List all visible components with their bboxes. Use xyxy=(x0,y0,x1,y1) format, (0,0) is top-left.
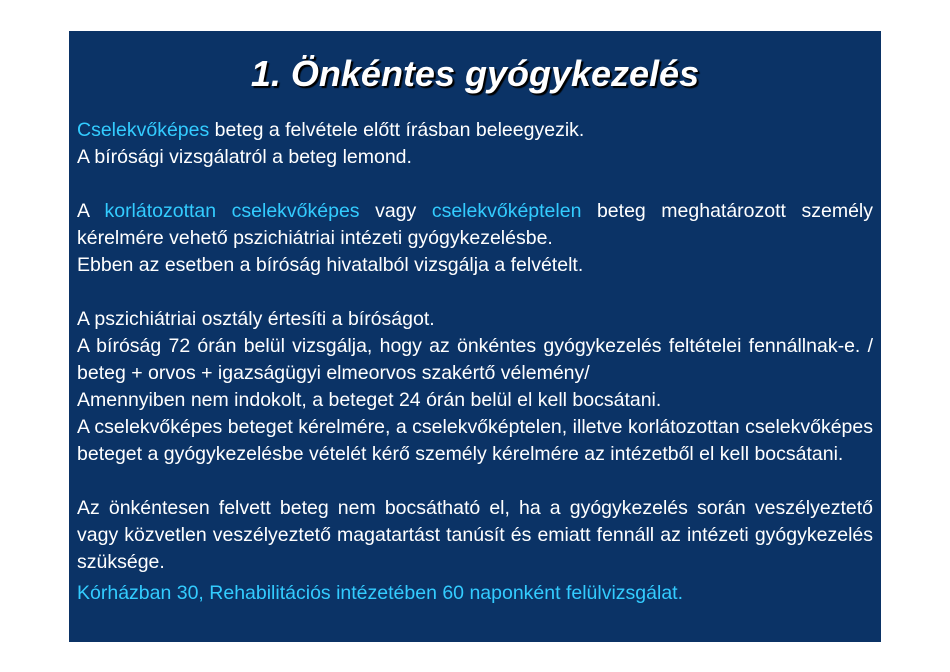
spacer xyxy=(77,468,873,495)
highlight-limited-competent: korlátozottan cselekvőképes xyxy=(104,200,360,222)
text-segment: vagy xyxy=(359,200,432,222)
paragraph-notify-court: A pszichiátriai osztály értesíti a bíróságot. xyxy=(77,308,435,330)
slide xyxy=(69,31,881,642)
text-segment: beteg meghatározott személy kérelmére vehető pszichiátriai intézeti gyógykezelésbe. xyxy=(77,200,873,249)
paragraph-consent xyxy=(77,117,873,144)
slide-title: 1. Önkéntes gyógykezelés xyxy=(250,53,700,94)
spacer xyxy=(77,171,873,198)
slide-body xyxy=(77,117,873,607)
text-segment: A xyxy=(77,200,105,222)
spacer xyxy=(77,279,873,306)
paragraph-24-hours: Amennyiben nem indokolt, a beteget 24 órán belül el kell bocsátani. xyxy=(77,389,662,411)
paragraph-72-hours: A bíróság 72 órán belül vizsgálja, hogy az önkéntes gyógykezelés feltételei fennállnak-e. / beteg + orvos + igazságügyi elmeorvos szakértő vélemény/ xyxy=(77,335,873,384)
paragraph-court-exam: Ebben az esetben a bíróság hivatalból vizsgálja a felvételt. xyxy=(77,254,584,276)
highlight-competent: Cselekvőképes xyxy=(77,119,210,141)
paragraph-discharge: A cselekvőképes beteget kérelmére, a cselekvőképtelen, illetve korlátozottan cselekvőképes beteget a gyógykezelésbe vételét kérő személy kérelmére az intézetből el kell bocsátani. xyxy=(77,416,873,465)
highlight-incompetent: cselekvőképtelen xyxy=(431,200,582,222)
paragraph-review-period: Kórházban 30, Rehabilitációs intézetében 60 naponként felülvizsgálat. xyxy=(77,582,683,604)
paragraph-consent-text: beteg a felvétele előtt írásban beleegyezik. xyxy=(209,119,585,141)
paragraph-no-discharge: Az önkéntesen felvett beteg nem bocsátható el, ha a gyógykezelés során veszélyeztető vagy közvetlen veszélyeztető magatartást tanúsít és emiatt fennáll az intézeti gyógykezelés szüksége. xyxy=(77,497,873,573)
paragraph-waiver: A bírósági vizsgálatról a beteg lemond. xyxy=(77,146,412,168)
paragraph-limited-competence xyxy=(77,198,873,252)
